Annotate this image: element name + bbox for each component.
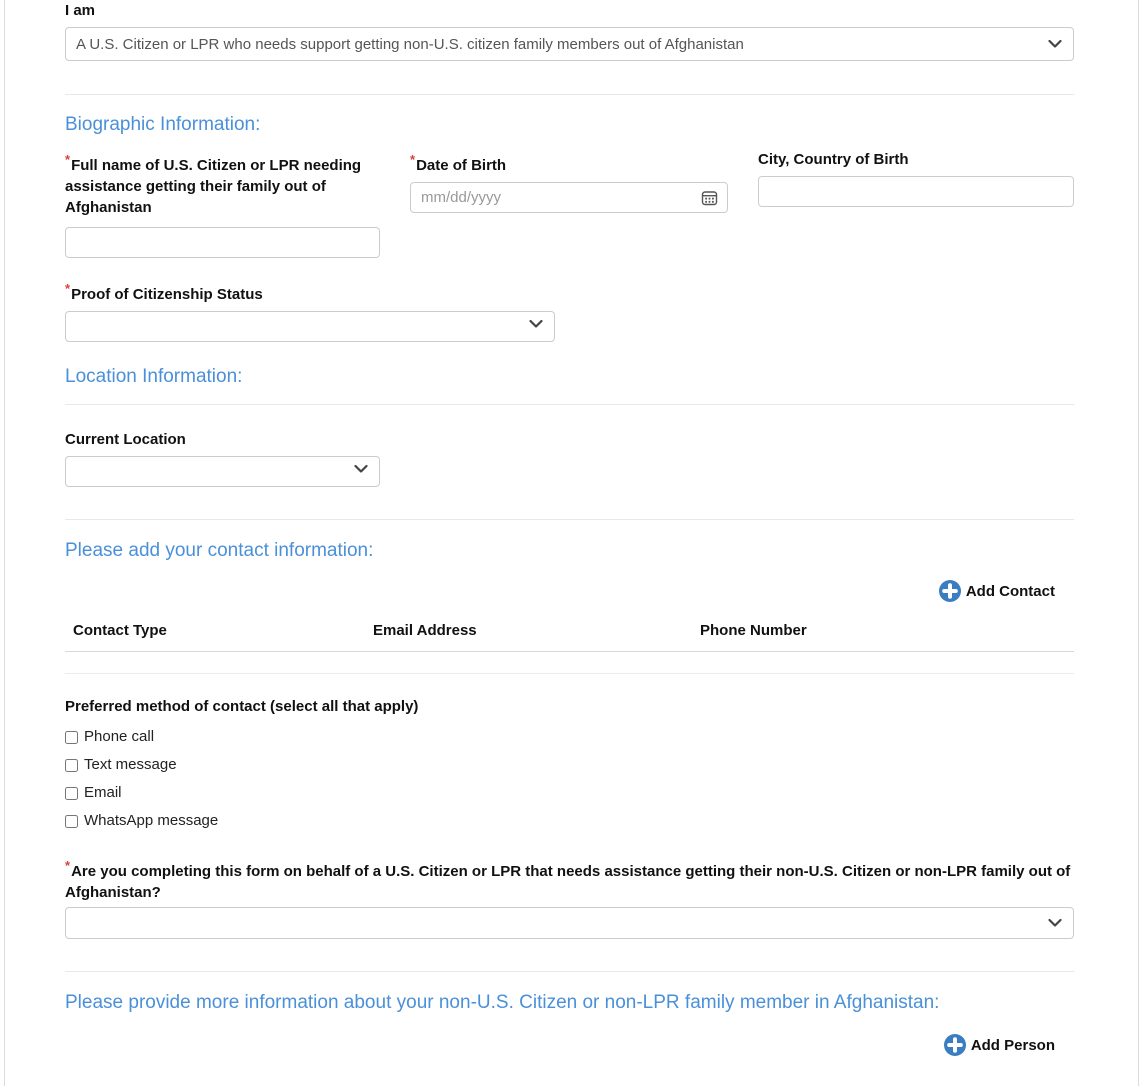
contact-heading: Please add your contact information: — [65, 540, 374, 561]
plus-circle-icon — [944, 1034, 966, 1056]
city-country-label: City, Country of Birth — [758, 151, 909, 168]
dob-input-wrap — [410, 182, 728, 213]
on-behalf-label: *Are you completing this form on behalf of a U.S. Citizen or LPR that needs assistance getting their non-U.S. Citizen or non-LPR family out of Afghanistan? — [65, 858, 1071, 901]
contact-table-empty-row — [65, 652, 1074, 674]
full-name-label: *Full name of U.S. Citizen or LPR needing assistance getting their family out of Afghanistan — [65, 152, 362, 216]
whatsapp-label: WhatsApp message — [84, 812, 219, 829]
add-contact-button[interactable] — [939, 580, 1055, 602]
on-behalf-select[interactable] — [65, 907, 1074, 939]
divider — [65, 519, 1074, 520]
email-label: Email — [84, 784, 122, 801]
required-marker: * — [65, 281, 71, 296]
city-country-input[interactable] — [758, 176, 1074, 207]
full-name-field — [65, 149, 380, 258]
biographic-grid — [65, 149, 1074, 258]
add-contact-row — [65, 580, 1074, 602]
current-location-select[interactable] — [65, 456, 380, 487]
current-location-label: Current Location — [65, 431, 186, 448]
contact-type-header: Contact Type — [73, 622, 167, 639]
whatsapp-checkbox-row — [65, 813, 1074, 829]
phone-call-checkbox-row — [65, 729, 1074, 745]
email-checkbox[interactable] — [65, 787, 78, 800]
text-message-checkbox-row — [65, 757, 1074, 773]
family-member-heading: Please provide more information about your non-U.S. Citizen or non-LPR family member in Afghanistan: — [65, 992, 940, 1013]
i-am-label: I am — [65, 2, 96, 19]
add-person-button[interactable] — [944, 1034, 1055, 1056]
divider — [65, 971, 1074, 972]
add-person-row — [65, 1034, 1074, 1056]
phone-call-label: Phone call — [84, 728, 155, 745]
dob-field — [410, 149, 728, 213]
contact-table-header — [65, 620, 1074, 652]
current-location-field — [65, 429, 380, 487]
form-page — [4, 0, 1139, 1086]
calendar-icon[interactable] — [701, 189, 718, 206]
proof-of-citizenship-select[interactable] — [65, 311, 555, 342]
location-heading: Location Information: — [65, 366, 243, 387]
text-message-label: Text message — [84, 756, 177, 773]
text-message-checkbox[interactable] — [65, 759, 78, 772]
email-address-header: Email Address — [373, 622, 477, 639]
required-marker: * — [410, 152, 416, 167]
dob-label: *Date of Birth — [410, 152, 507, 174]
proof-of-citizenship-field — [65, 278, 555, 342]
whatsapp-checkbox[interactable] — [65, 815, 78, 828]
i-am-select[interactable] — [65, 27, 1074, 61]
dob-input[interactable] — [410, 182, 728, 213]
biographic-heading: Biographic Information: — [65, 114, 261, 135]
i-am-select-wrap — [65, 27, 1074, 61]
add-person-label: Add Person — [970, 1036, 1055, 1054]
phone-call-checkbox[interactable] — [65, 731, 78, 744]
phone-number-header: Phone Number — [700, 622, 807, 639]
contact-table — [65, 620, 1074, 674]
city-country-field — [758, 149, 1074, 207]
preferred-method-label: Preferred method of contact (select all that apply) — [65, 698, 419, 715]
add-contact-label: Add Contact — [965, 582, 1055, 600]
divider — [65, 404, 1074, 405]
plus-circle-icon — [939, 580, 961, 602]
email-checkbox-row — [65, 785, 1074, 801]
required-marker: * — [65, 152, 71, 167]
divider — [65, 94, 1074, 95]
full-name-input[interactable] — [65, 227, 380, 258]
proof-of-citizenship-label: *Proof of Citizenship Status — [65, 281, 263, 303]
required-marker: * — [65, 858, 71, 873]
